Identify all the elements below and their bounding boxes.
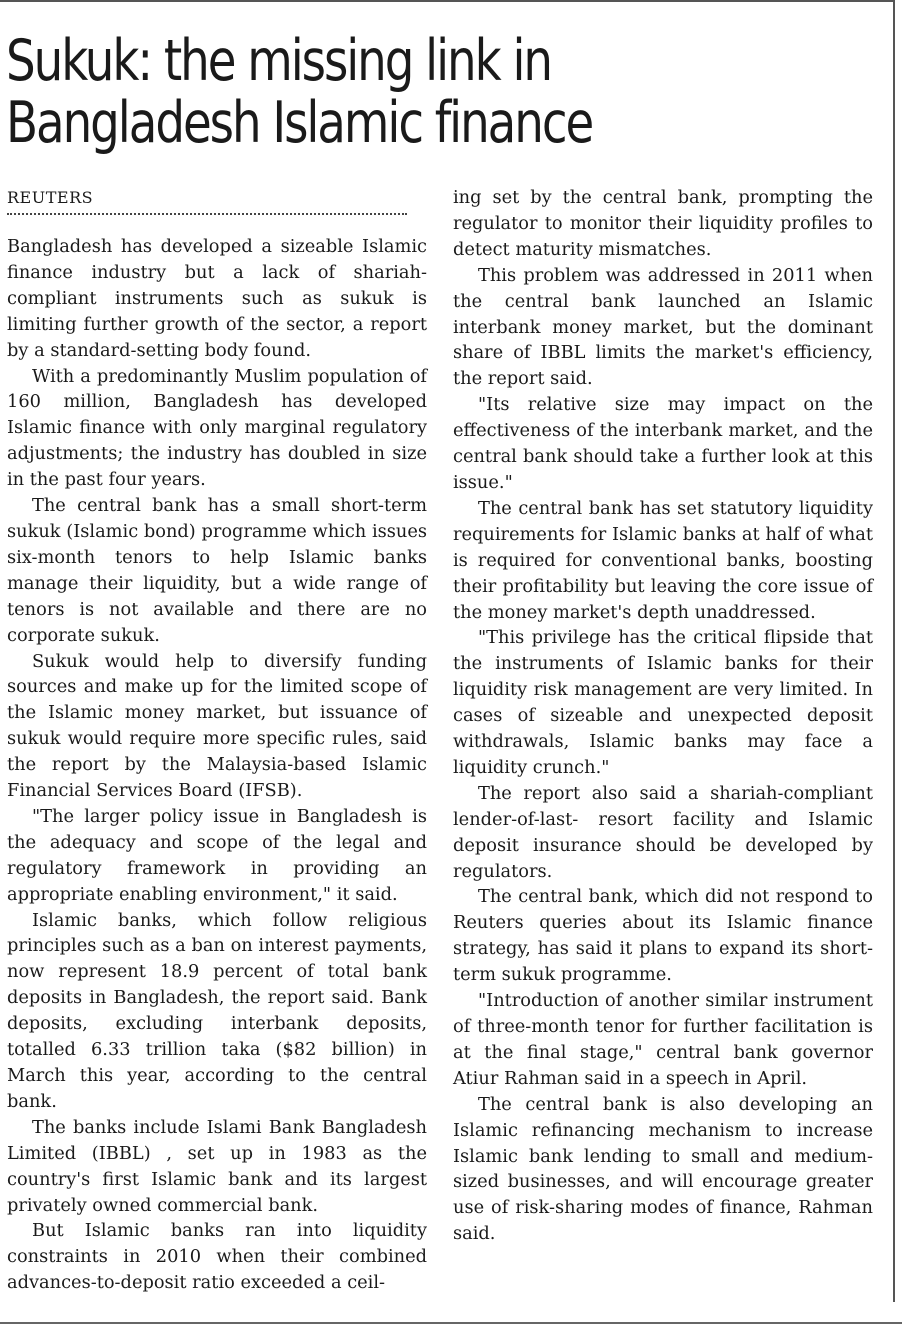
right-rule bbox=[893, 0, 895, 1302]
paragraph: Islamic banks, which follow religious principles such as a ban on interest payments, now represent 18.9 percent of total bank deposits in Bangladesh, the report said. Bank deposits, excluding interbank deposits, totalled 6.33 trillion taka ($82 billion) in March this year, according to the central bank. bbox=[7, 909, 427, 1112]
paragraph: The central bank has set statutory liquidity requirements for Islamic banks at half of what is required for conventional banks, boosting their profitability but leaving the core issue of the money market's depth unaddressed. bbox=[453, 497, 873, 623]
paragraph: This problem was addressed in 2011 when the central bank launched an Islamic interbank money market, but the dominant share of IBBL limits the market's efficiency, the report said. bbox=[453, 264, 873, 390]
paragraph: The central bank, which did not respond to Reuters queries about its Islamic finance strategy, has said it plans to expand its short-term sukuk programme. bbox=[453, 886, 873, 986]
byline: REUTERS bbox=[7, 188, 94, 207]
headline: Sukuk: the missing link in Bangladesh Islamic finance bbox=[6, 28, 593, 156]
paragraph: The central bank is also developing an Islamic refinancing mechanism to increase Islamic bank lending to small and medium-sized businesses, and will encourage greater use of risk-sharing modes of finance, Rahman said. bbox=[453, 1093, 873, 1245]
paragraph: "Introduction of another similar instrument of three-month tenor for further facilitation is at the final stage," central bank governor Atiur Rahman said in a speech in April. bbox=[453, 990, 873, 1089]
top-rule bbox=[0, 0, 893, 2]
paragraph: ing set by the central bank, prompting the regulator to monitor their liquidity profiles to detect maturity mismatches. bbox=[453, 187, 873, 260]
dotted-divider bbox=[7, 213, 407, 215]
article-column-1 bbox=[7, 234, 427, 1296]
article-column-2 bbox=[453, 185, 873, 1247]
paragraph: Bangladesh has developed a sizeable Islamic finance industry but a lack of shariah-compliant instruments such as sukuk is limiting further growth of the sector, a report by a standard-setting body found. bbox=[7, 236, 427, 361]
paragraph: The central bank has a small short-term sukuk (Islamic bond) programme which issues six-month tenors to help Islamic banks manage their liquidity, but a wide range of tenors is not available and there are no corporate sukuk. bbox=[7, 495, 427, 646]
paragraph: Sukuk would help to diversify funding sources and make up for the limited scope of the Islamic money market, but issuance of sukuk would require more specific rules, said the report by the Malaysia-based Islamic Financial Services Board (IFSB). bbox=[7, 650, 427, 802]
paragraph: "This privilege has the critical flipside that the instruments of Islamic banks for their liquidity risk management are very limited. In cases of sizeable and unexpected deposit withdrawals, Islamic banks may face a liquidity crunch." bbox=[453, 627, 873, 778]
paragraph: "Its relative size may impact on the effectiveness of the interbank market, and the central bank should take a further look at this issue." bbox=[453, 394, 873, 493]
paragraph: With a predominantly Muslim population of 160 million, Bangladesh has developed Islamic finance with only marginal regulatory adjustments; the industry has doubled in size in the past four years. bbox=[7, 365, 427, 491]
paragraph: "The larger policy issue in Bangladesh is the adequacy and scope of the legal and regulatory framework in providing an appropriate enabling environment," it said. bbox=[7, 805, 427, 905]
paragraph: The report also said a shariah-compliant lender-of-last- resort facility and Islamic deposit insurance should be developed by regulators. bbox=[453, 782, 873, 882]
paragraph: The banks include Islami Bank Bangladesh Limited (IBBL) , set up in 1983 as the country's first Islamic bank and its largest privately owned commercial bank. bbox=[7, 1116, 427, 1216]
bottom-rule bbox=[0, 1322, 902, 1324]
paragraph: But Islamic banks ran into liquidity constraints in 2010 when their combined advances-to-deposit ratio exceeded a ceil- bbox=[7, 1220, 427, 1294]
